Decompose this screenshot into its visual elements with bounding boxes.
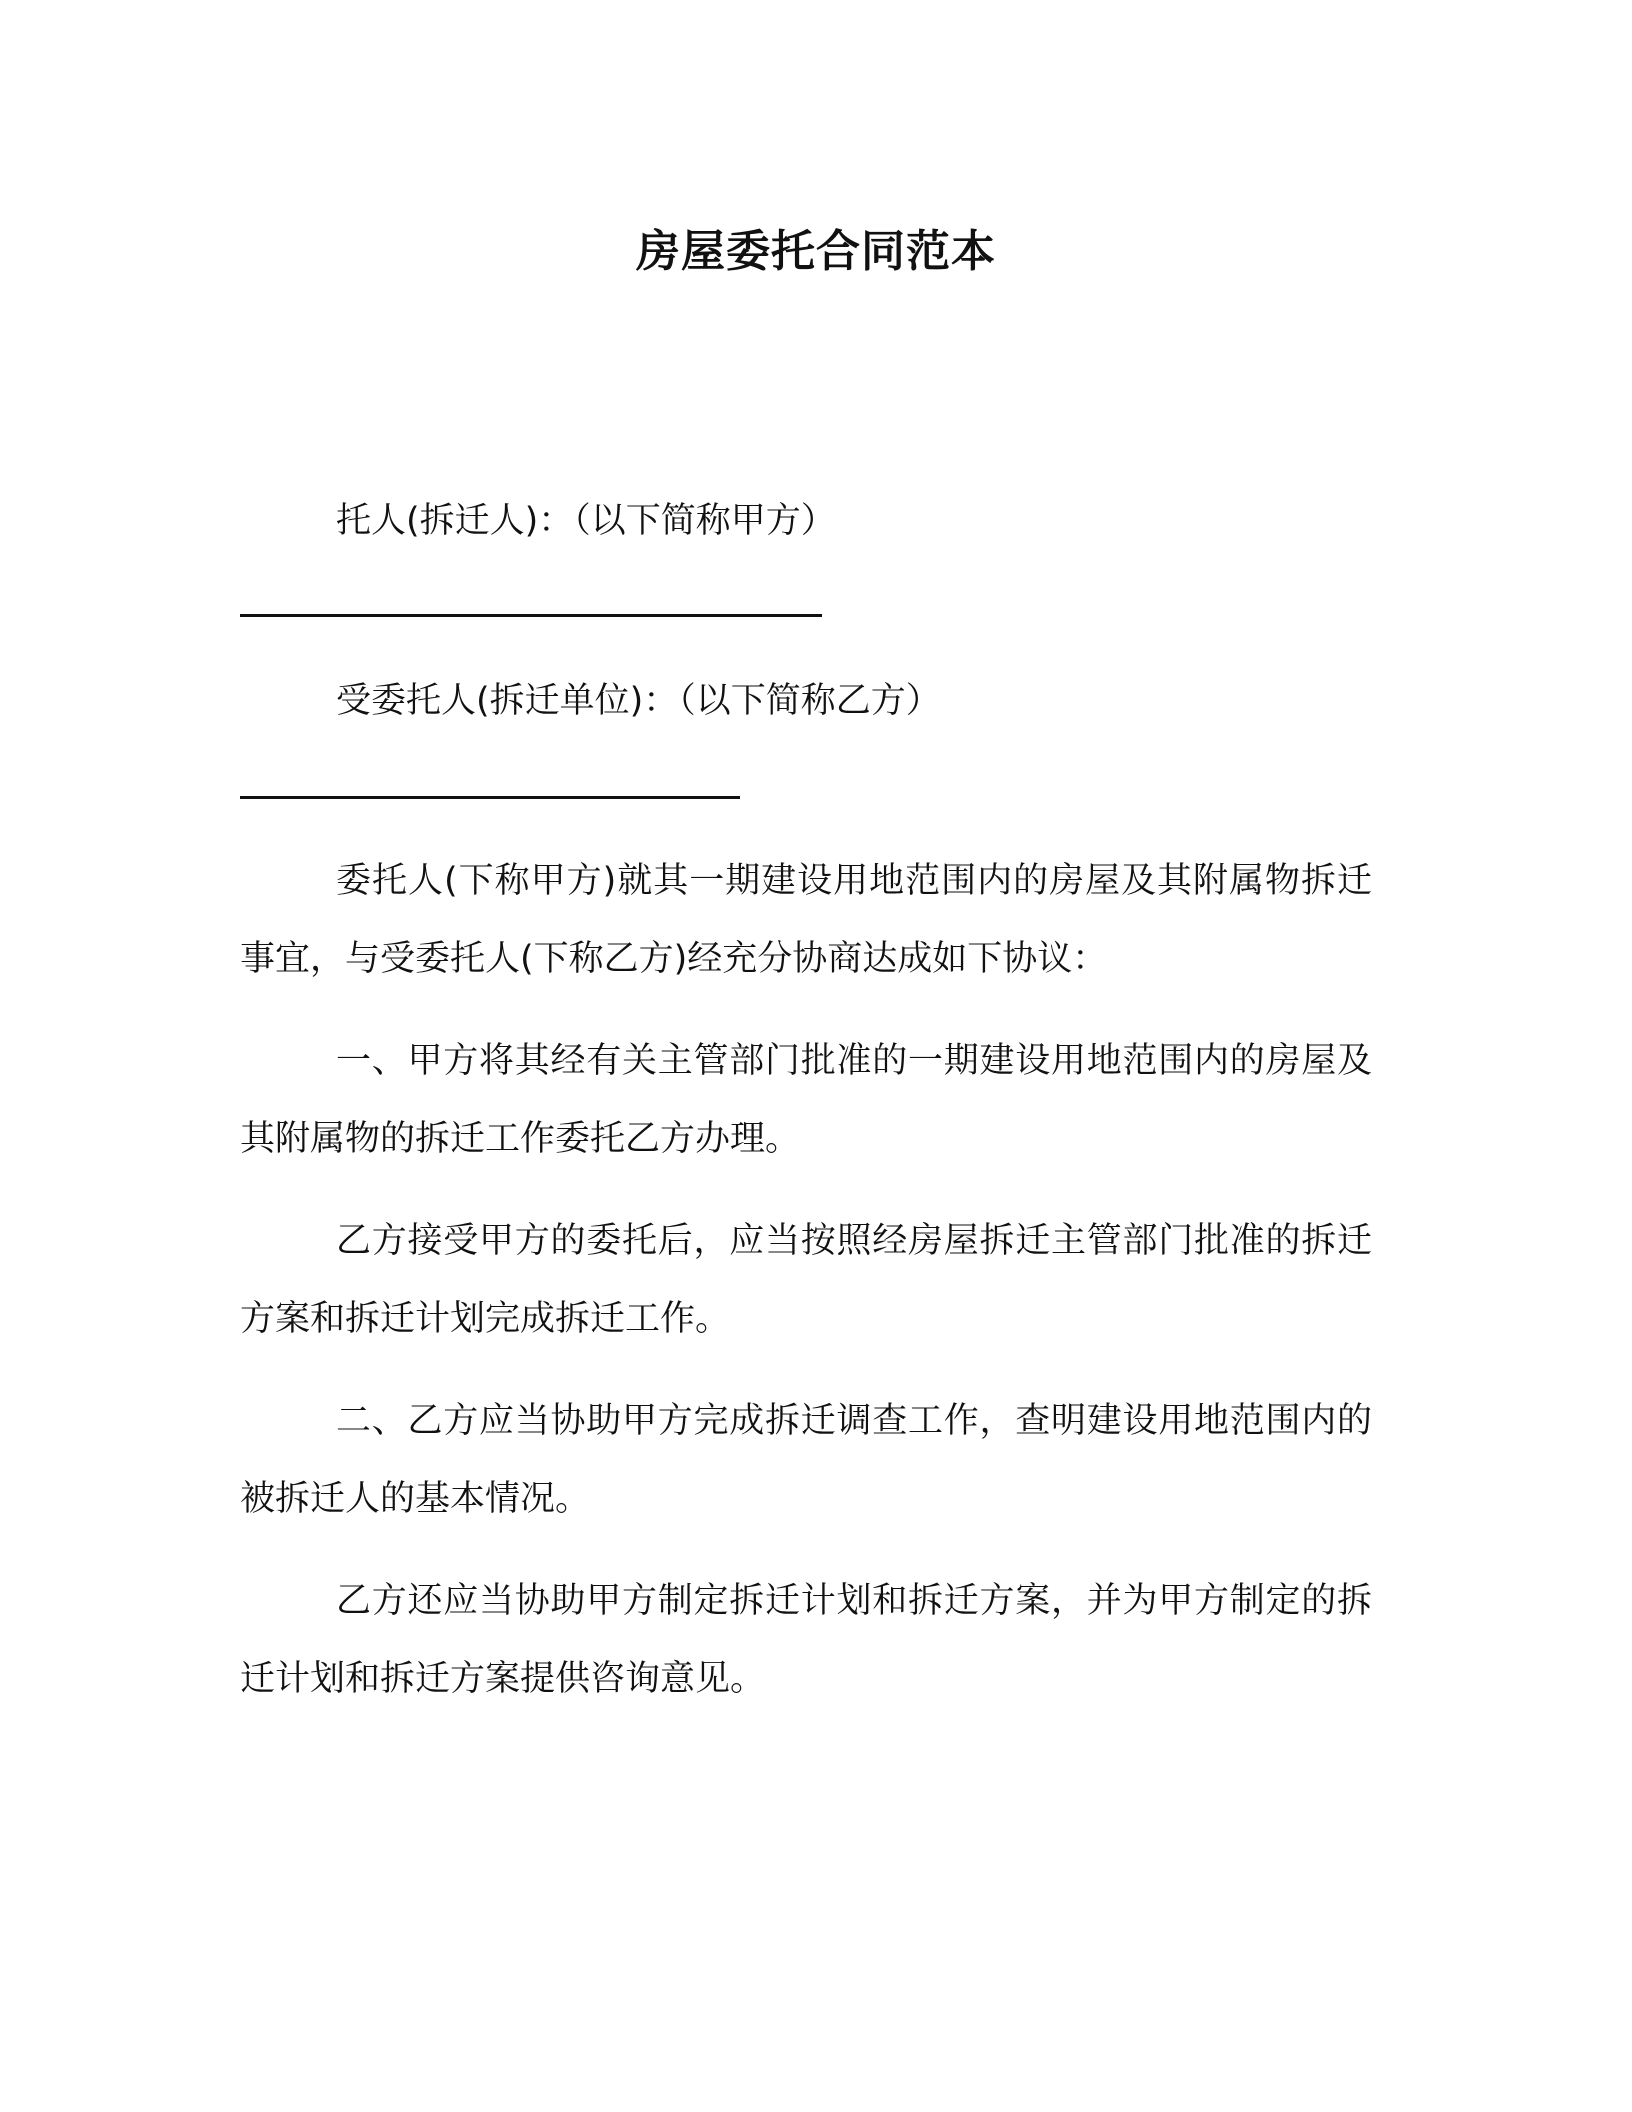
paragraph-clause-2: 二、乙方应当协助甲方完成拆迁调查工作，查明建设用地范围内的被拆迁人的基本情况。 (240, 1401, 1372, 1519)
party-a-label: 托人(拆迁人)：（以下简称甲方） (336, 501, 836, 541)
paragraph-intro: 委托人(下称甲方)就其一期建设用地范围内的房屋及其附属物拆迁事宜，与受委托人(下称乙方)经充分协商达成如下协议： (240, 861, 1372, 979)
party-b-label: 受委托人(拆迁单位)：（以下简称乙方） (336, 681, 941, 721)
party-a-blank-line (240, 614, 822, 617)
paragraph-clause-2-detail: 乙方还应当协助甲方制定拆迁计划和拆迁方案，并为甲方制定的拆迁计划和拆迁方案提供咨询意见。 (240, 1581, 1372, 1699)
party-b-blank-line (240, 796, 740, 799)
paragraph-clause-1: 一、甲方将其经有关主管部门批准的一期建设用地范围内的房屋及其附属物的拆迁工作委托乙方办理。 (240, 1041, 1372, 1159)
paragraph-clause-1-detail: 乙方接受甲方的委托后，应当按照经房屋拆迁主管部门批准的拆迁方案和拆迁计划完成拆迁工作。 (240, 1221, 1372, 1339)
document-title: 房屋委托合同范本 (636, 226, 996, 277)
